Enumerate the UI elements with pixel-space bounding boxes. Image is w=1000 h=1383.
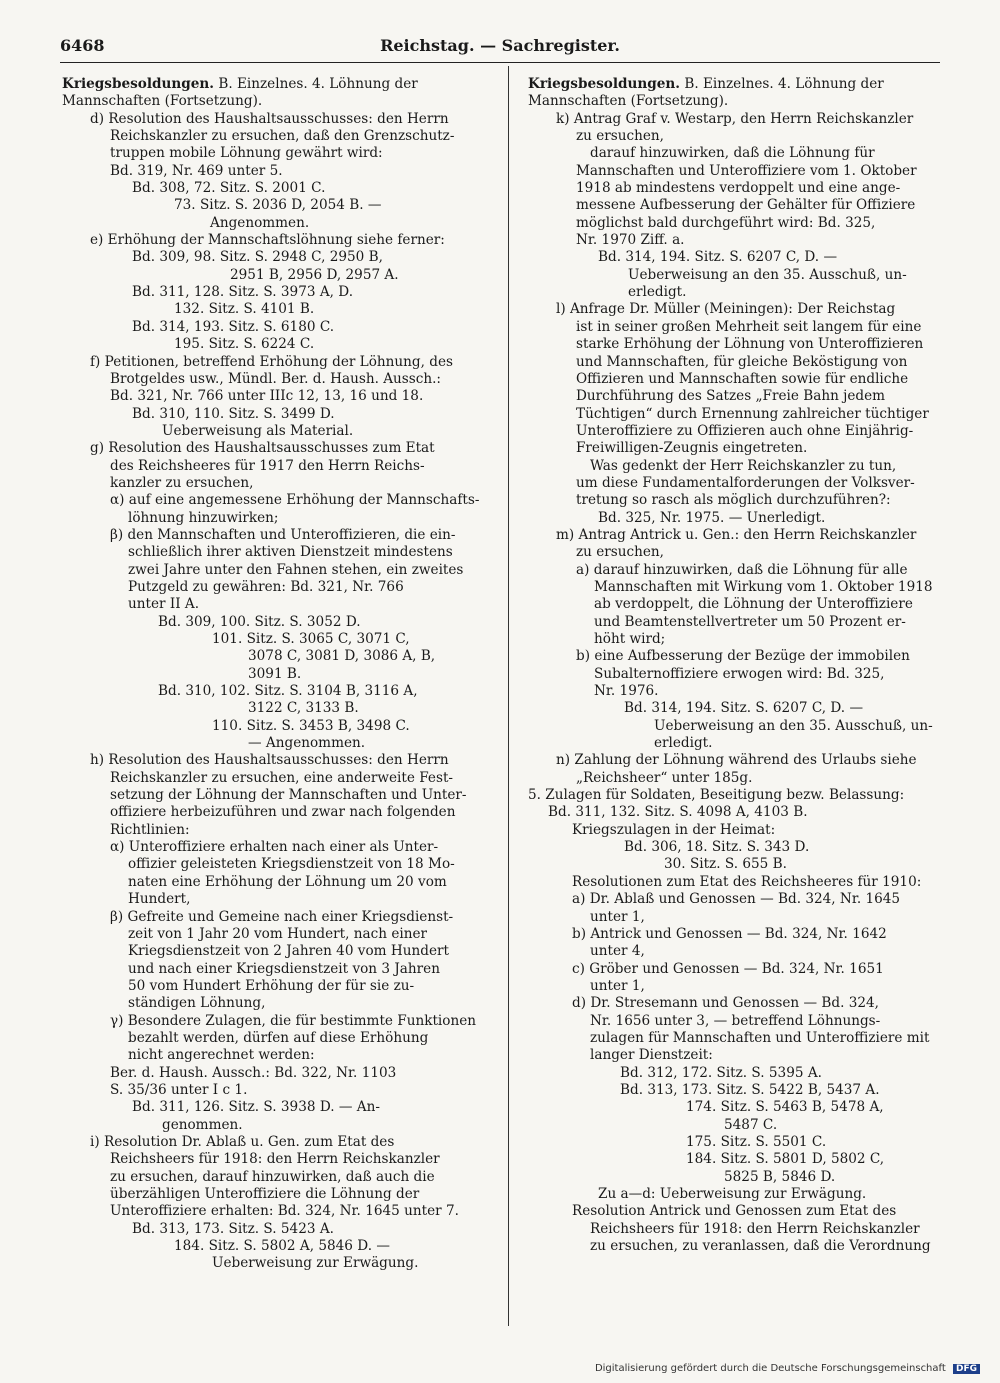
index-line — [62, 215, 494, 232]
index-line — [528, 1238, 940, 1255]
footer-credit-text: Digitalisierung gefördert durch die Deutsche Forschungsgemeinschaft — [594, 1363, 946, 1374]
index-line — [528, 562, 940, 579]
line-text: Bd. 310, 110. Sitz. S. 3499 D. — [132, 405, 335, 422]
line-text: c) Gröber und Genossen — Bd. 324, Nr. 1651 — [572, 960, 884, 977]
line-text: Reichsheers für 1918: den Herrn Reichskanzler — [590, 1220, 920, 1237]
index-line — [62, 1186, 494, 1203]
line-text: genommen. — [162, 1116, 243, 1133]
line-text: Mannschaften und Unteroffiziere vom 1. Oktober — [576, 162, 917, 179]
index-line — [62, 145, 494, 162]
index-line — [528, 440, 940, 457]
line-text: Bd. 311, 128. Sitz. S. 3973 A, D. — [132, 284, 354, 301]
index-line — [62, 510, 494, 527]
line-text: Reichskanzler zu ersuchen, eine anderweite Fest- — [110, 769, 454, 786]
index-line — [528, 735, 940, 752]
heading-keyword: Kriegsbesoldungen. — [528, 76, 681, 92]
index-line — [528, 388, 940, 405]
index-line — [528, 1030, 940, 1047]
line-text: 175. Sitz. S. 5501 C. — [686, 1133, 827, 1150]
line-text: Offizieren und Mannschaften sowie für endliche — [576, 370, 909, 387]
line-text: Bd. 314, 194. Sitz. S. 6207 C, D. — — [598, 249, 838, 266]
index-line — [528, 423, 940, 440]
index-line — [62, 1134, 494, 1151]
line-text: Resolutionen zum Etat des Reichsheeres für 1910: — [572, 873, 922, 890]
index-line — [528, 284, 940, 301]
index-line — [62, 1221, 494, 1238]
line-text: Bd. 325, Nr. 1975. — Unerledigt. — [598, 509, 826, 526]
index-line — [62, 804, 494, 821]
index-line — [62, 475, 494, 492]
section-heading — [528, 76, 940, 93]
index-line — [528, 249, 940, 266]
line-text: bezahlt werden, dürfen auf diese Erhöhung — [128, 1029, 429, 1046]
index-line — [528, 909, 940, 926]
line-text: des Reichsheeres für 1917 den Herrn Reichs- — [110, 457, 425, 474]
index-line — [62, 961, 494, 978]
line-text: naten eine Erhöhung der Löhnung um 20 vom — [128, 873, 447, 890]
line-text: Ueberweisung an den 35. Ausschuß, un- — [628, 266, 907, 283]
line-text: e) Erhöhung der Mannschaftslöhnung siehe ferner: — [90, 232, 445, 249]
index-line — [62, 232, 494, 249]
line-text: l) Anfrage Dr. Müller (Meiningen): Der Reichstag — [556, 301, 896, 318]
line-text: α) auf eine angemessene Erhöhung der Mannschafts- — [110, 492, 480, 509]
index-line — [62, 336, 494, 353]
index-line — [528, 943, 940, 960]
line-text: Unteroffiziere zu Offizieren auch ohne Einjährig- — [576, 422, 914, 439]
index-line — [62, 1082, 494, 1099]
index-line — [62, 718, 494, 735]
index-line — [528, 267, 940, 284]
index-line — [62, 301, 494, 318]
line-text: starke Erhöhung der Löhnung von Unteroffizieren — [576, 336, 924, 353]
line-text: zu ersuchen, zu veranlassen, daß die Verordnung — [590, 1238, 931, 1255]
line-text: 195. Sitz. S. 6224 C. — [174, 336, 315, 353]
line-text: ständigen Löhnung, — [128, 995, 266, 1012]
line-text: a) darauf hinzuwirken, daß die Löhnung für alle — [576, 561, 908, 578]
line-text: tretung so rasch als möglich durchzuführen?: — [576, 492, 891, 509]
index-line — [528, 163, 940, 180]
index-line — [62, 527, 494, 544]
right-column — [528, 76, 940, 1255]
line-text: Unteroffiziere erhalten: Bd. 324, Nr. 1645 unter 7. — [110, 1203, 459, 1220]
index-line — [528, 458, 940, 475]
line-text: 184. Sitz. S. 5802 A, 5846 D. — — [174, 1238, 390, 1255]
line-text: Bd. 319, Nr. 469 unter 5. — [110, 162, 283, 179]
line-text: zulagen für Mannschaften und Unteroffiziere mit — [590, 1029, 930, 1046]
index-line — [62, 995, 494, 1012]
index-line — [528, 336, 940, 353]
line-text: Mannschaften mit Wirkung vom 1. Oktober 1918 — [594, 578, 933, 595]
index-line — [62, 943, 494, 960]
index-line — [528, 631, 940, 648]
line-text: 3078 C, 3081 D, 3086 A, B, — [248, 648, 436, 665]
line-text: 110. Sitz. S. 3453 B, 3498 C. — [212, 717, 410, 734]
line-text: Bd. 311, 132. Sitz. S. 4098 A, 4103 B. — [548, 804, 808, 821]
index-line — [62, 1065, 494, 1082]
index-line — [62, 562, 494, 579]
line-text: Bd. 306, 18. Sitz. S. 343 D. — [624, 839, 810, 856]
index-line — [62, 1047, 494, 1064]
index-line — [528, 232, 940, 249]
line-text: Kriegsdienstzeit von 2 Jahren 40 vom Hundert — [128, 943, 449, 960]
index-line — [62, 596, 494, 613]
line-text: und Mannschaften, für gleiche Beköstigung von — [576, 353, 908, 370]
dfg-logo-icon: DFG — [953, 1364, 980, 1374]
index-line — [528, 822, 940, 839]
line-text: Reichskanzler zu ersuchen, daß den Grenzschutz- — [110, 128, 455, 145]
line-text: Nr. 1656 unter 3, — betreffend Löhnungs- — [590, 1012, 881, 1029]
index-line — [528, 839, 940, 856]
line-text: 5487 C. — [724, 1116, 778, 1133]
index-line — [62, 128, 494, 145]
index-line — [62, 1238, 494, 1255]
index-line — [528, 770, 940, 787]
index-line — [528, 93, 940, 110]
line-text: Bd. 309, 98. Sitz. S. 2948 C, 2950 B, — [132, 249, 383, 266]
index-line — [62, 1030, 494, 1047]
line-text: Was gedenkt der Herr Reichskanzler zu tun, — [590, 457, 897, 474]
index-line — [62, 180, 494, 197]
index-line — [62, 648, 494, 665]
index-line — [62, 1117, 494, 1134]
index-line — [528, 683, 940, 700]
line-text: unter 1, — [590, 908, 645, 925]
running-title: Reichstag. — Sachregister. — [380, 36, 620, 55]
line-text: Bd. 314, 193. Sitz. S. 6180 C. — [132, 318, 335, 335]
page-header — [60, 36, 940, 58]
line-text: möglichst bald durchgeführt wird: Bd. 325, — [576, 214, 876, 231]
line-text: und Beamtenstellvertreter um 50 Prozent er- — [594, 613, 906, 630]
left-column — [62, 76, 494, 1273]
index-line — [62, 111, 494, 128]
line-text: offiziere herbeizuführen und zwar nach folgenden — [110, 804, 456, 821]
index-line — [528, 648, 940, 665]
line-text: Angenommen. — [210, 214, 310, 231]
line-text: Nr. 1976. — [594, 683, 659, 700]
index-line — [528, 1047, 940, 1064]
line-text: 3091 B. — [248, 665, 302, 682]
index-line — [528, 856, 940, 873]
line-text: — Angenommen. — [248, 735, 366, 752]
line-text: g) Resolution des Haushaltsausschusses zum Etat — [90, 440, 435, 457]
line-text: Richtlinien: — [110, 821, 190, 838]
line-text: 73. Sitz. S. 2036 D, 2054 B. — — [174, 197, 382, 214]
line-text: 30. Sitz. S. 655 B. — [664, 856, 787, 873]
index-line — [528, 1065, 940, 1082]
line-text: unter 4, — [590, 943, 645, 960]
index-line — [62, 700, 494, 717]
index-line — [62, 406, 494, 423]
line-text: Ber. d. Haush. Aussch.: Bd. 322, Nr. 1103 — [110, 1064, 397, 1081]
index-line — [528, 180, 940, 197]
line-text: Subalternoffiziere erwogen wird: Bd. 325, — [594, 665, 885, 682]
index-line — [528, 1151, 940, 1168]
line-text: Bd. 313, 173. Sitz. S. 5423 A. — [132, 1220, 334, 1237]
line-text: zeit von 1 Jahr 20 vom Hundert, nach einer — [128, 925, 428, 942]
index-line — [528, 215, 940, 232]
index-line — [528, 406, 940, 423]
section-heading — [62, 76, 494, 93]
index-line — [62, 822, 494, 839]
index-line — [528, 492, 940, 509]
index-line — [62, 544, 494, 561]
index-line — [62, 163, 494, 180]
line-text: n) Zahlung der Löhnung während des Urlaubs siehe — [556, 752, 917, 769]
line-text: Bd. 312, 172. Sitz. S. 5395 A. — [620, 1064, 822, 1081]
line-text: h) Resolution des Haushaltsausschusses: den Herrn — [90, 752, 449, 769]
index-line — [528, 1186, 940, 1203]
line-text: Reichsheers für 1918: den Herrn Reichskanzler — [110, 1151, 440, 1168]
line-text: erledigt. — [654, 735, 713, 752]
header-rule — [60, 62, 940, 63]
line-text: unter 1, — [590, 977, 645, 994]
index-line — [62, 371, 494, 388]
line-text: ist in seiner großen Mehrheit seit langem für eine — [576, 318, 922, 335]
line-text: 5. Zulagen für Soldaten, Beseitigung bezw. Belassung: — [528, 787, 905, 804]
line-text: langer Dienstzeit: — [590, 1047, 713, 1064]
line-text: Bd. 314, 194. Sitz. S. 6207 C, D. — — [624, 700, 864, 717]
index-line — [62, 249, 494, 266]
line-text: β) Gefreite und Gemeine nach einer Kriegsdienst- — [110, 908, 454, 925]
line-text: Kriegszulagen in der Heimat: — [572, 821, 776, 838]
line-text: β) den Mannschaften und Unteroffizieren, die ein- — [110, 526, 456, 543]
index-line — [62, 874, 494, 891]
line-text: Mannschaften (Fortsetzung). — [62, 93, 263, 110]
line-text: 184. Sitz. S. 5801 D, 5802 C, — [686, 1151, 885, 1168]
line-text: zwei Jahre unter den Fahnen stehen, ein zweites — [128, 561, 464, 578]
index-line — [528, 197, 940, 214]
index-line — [528, 128, 940, 145]
line-text: a) Dr. Ablaß und Genossen — Bd. 324, Nr. 1645 — [572, 891, 901, 908]
index-line — [62, 787, 494, 804]
index-line — [528, 319, 940, 336]
index-line — [62, 267, 494, 284]
line-text: setzung der Löhnung der Mannschaften und Unter- — [110, 787, 467, 804]
line-text: i) Resolution Dr. Ablaß u. Gen. zum Etat des — [90, 1133, 395, 1150]
index-line — [62, 631, 494, 648]
index-line — [62, 440, 494, 457]
index-line — [528, 614, 940, 631]
line-text: erledigt. — [628, 284, 687, 301]
index-line — [62, 666, 494, 683]
line-text: truppen mobile Löhnung gewährt wird: — [110, 145, 383, 162]
line-text: Durchführung des Satzes „Freie Bahn jedem — [576, 388, 886, 405]
line-text: 174. Sitz. S. 5463 B, 5478 A, — [686, 1099, 884, 1116]
index-line — [62, 354, 494, 371]
line-text: Zu a—d: Ueberweisung zur Erwägung. — [598, 1186, 867, 1202]
index-line — [528, 995, 940, 1012]
index-line — [528, 718, 940, 735]
line-text: d) Resolution des Haushaltsausschusses: den Herrn — [90, 110, 449, 127]
index-line — [528, 579, 940, 596]
index-line — [62, 614, 494, 631]
index-line — [62, 197, 494, 214]
line-text: 101. Sitz. S. 3065 C, 3071 C, — [212, 631, 410, 647]
index-line — [62, 1151, 494, 1168]
index-line — [62, 423, 494, 440]
line-text: zu ersuchen, — [576, 128, 665, 145]
line-text: 3122 C, 3133 B. — [248, 700, 359, 717]
line-text: kanzler zu ersuchen, — [110, 474, 254, 491]
index-line — [62, 1203, 494, 1220]
line-text: darauf hinzuwirken, daß die Löhnung für — [590, 145, 875, 162]
line-text: unter II A. — [128, 596, 200, 613]
line-text: Bd. 308, 72. Sitz. S. 2001 C. — [132, 180, 326, 197]
index-line — [62, 891, 494, 908]
line-text: B. Einzelnes. 4. Löhnung der — [680, 76, 884, 92]
index-line — [62, 770, 494, 787]
line-text: d) Dr. Stresemann und Genossen — Bd. 324, — [572, 995, 880, 1012]
index-line — [528, 1099, 940, 1116]
line-text: Resolution Antrick und Genossen zum Etat des — [572, 1203, 897, 1220]
index-line — [62, 926, 494, 943]
line-text: Bd. 309, 100. Sitz. S. 3052 D. — [158, 613, 361, 630]
index-line — [528, 301, 940, 318]
line-text: B. Einzelnes. 4. Löhnung der — [214, 76, 418, 92]
line-text: und nach einer Kriegsdienstzeit von 3 Jahren — [128, 960, 440, 977]
line-text: 5825 B, 5846 D. — [724, 1168, 836, 1185]
index-line — [528, 145, 940, 162]
page-number: 6468 — [60, 36, 105, 55]
line-text: Ueberweisung als Material. — [162, 422, 354, 439]
line-text: Ueberweisung an den 35. Ausschuß, un- — [654, 717, 933, 734]
index-line — [528, 700, 940, 717]
index-line — [528, 787, 940, 804]
line-text: ab verdoppelt, die Löhnung der Unteroffiziere — [594, 596, 913, 613]
line-text: b) Antrick und Genossen — Bd. 324, Nr. 1642 — [572, 925, 887, 942]
line-text: Bd. 310, 102. Sitz. S. 3104 B, 3116 A, — [158, 683, 418, 700]
index-line — [528, 978, 940, 995]
index-line — [528, 596, 940, 613]
line-text: Brotgeldes usw., Mündl. Ber. d. Haush. Aussch.: — [110, 370, 442, 387]
line-text: Mannschaften (Fortsetzung). — [528, 93, 729, 110]
line-text: Ueberweisung zur Erwägung. — [212, 1255, 419, 1272]
index-line — [62, 458, 494, 475]
line-text: 2951 B, 2956 D, 2957 A. — [230, 266, 399, 283]
index-line — [62, 978, 494, 995]
index-line — [62, 735, 494, 752]
line-text: um diese Fundamentalforderungen der Volksver- — [576, 474, 915, 491]
line-text: 50 vom Hundert Erhöhung der für sie zu- — [128, 977, 415, 994]
index-line — [528, 961, 940, 978]
index-line — [528, 1013, 940, 1030]
line-text: k) Antrag Graf v. Westarp, den Herrn Reichskanzler — [556, 110, 914, 127]
index-line — [62, 492, 494, 509]
index-line — [62, 839, 494, 856]
index-line — [528, 371, 940, 388]
index-line — [528, 354, 940, 371]
line-text: Bd. 313, 173. Sitz. S. 5422 B, 5437 A. — [620, 1081, 880, 1098]
heading-keyword: Kriegsbesoldungen. — [62, 76, 215, 92]
line-text: zu ersuchen, darauf hinzuwirken, daß auch die — [110, 1168, 435, 1185]
line-text: offizier geleisteten Kriegsdienstzeit von 18 Mo- — [128, 856, 455, 873]
line-text: Tüchtigen“ durch Ernennung zahlreicher tüchtiger — [576, 405, 929, 422]
index-line — [528, 874, 940, 891]
index-line — [528, 1203, 940, 1220]
line-text: Freiwilligen-Zeugnis eingetreten. — [576, 440, 808, 457]
line-text: Bd. 321, Nr. 766 unter IIIc 12, 13, 16 und 18. — [110, 388, 424, 405]
line-text: m) Antrag Antrick u. Gen.: den Herrn Reichskanzler — [556, 526, 917, 543]
line-text: schließlich ihrer aktiven Dienstzeit mindestens — [128, 544, 453, 561]
index-line — [528, 752, 940, 769]
line-text: α) Unteroffiziere erhalten nach einer als Unter- — [110, 839, 439, 856]
line-text: b) eine Aufbesserung der Bezüge der immobilen — [576, 648, 910, 665]
line-text: 132. Sitz. S. 4101 B. — [174, 301, 315, 318]
line-text: Bd. 311, 126. Sitz. S. 3938 D. — An- — [132, 1099, 380, 1116]
line-text: Nr. 1970 Ziff. a. — [576, 232, 685, 249]
index-line — [62, 856, 494, 873]
index-line — [528, 1082, 940, 1099]
line-text: Hundert, — [128, 891, 191, 908]
index-line — [528, 666, 940, 683]
index-line — [62, 93, 494, 110]
line-text: überzähligen Unteroffiziere die Löhnung der — [110, 1186, 420, 1202]
index-line — [528, 891, 940, 908]
index-line — [62, 1169, 494, 1186]
line-text: f) Petitionen, betreffend Erhöhung der Löhnung, des — [90, 353, 453, 370]
line-text: zu ersuchen, — [576, 544, 665, 561]
index-line — [62, 683, 494, 700]
index-line — [62, 1255, 494, 1272]
index-line — [528, 926, 940, 943]
index-line — [528, 1134, 940, 1151]
index-line — [62, 1099, 494, 1116]
column-divider — [508, 66, 509, 1326]
line-text: „Reichsheer“ unter 185g. — [576, 769, 753, 786]
index-line — [62, 388, 494, 405]
line-text: nicht angerechnet werden: — [128, 1047, 315, 1064]
index-line — [62, 909, 494, 926]
index-line — [528, 1169, 940, 1186]
index-line — [528, 111, 940, 128]
line-text: 1918 ab mindestens verdoppelt und eine ange- — [576, 180, 901, 197]
index-line — [528, 1117, 940, 1134]
line-text: γ) Besondere Zulagen, die für bestimmte Funktionen — [110, 1012, 476, 1029]
line-text: höht wird; — [594, 631, 666, 647]
line-text: Putzgeld zu gewähren: Bd. 321, Nr. 766 — [128, 578, 404, 595]
line-text: löhnung hinzuwirken; — [128, 509, 279, 526]
index-line — [62, 319, 494, 336]
index-line — [62, 752, 494, 769]
index-line — [528, 1221, 940, 1238]
index-line — [62, 579, 494, 596]
line-text: messene Aufbesserung der Gehälter für Offiziere — [576, 197, 916, 214]
line-text: S. 35/36 unter I c 1. — [110, 1081, 248, 1098]
index-line — [62, 1013, 494, 1030]
index-line — [528, 510, 940, 527]
index-line — [62, 284, 494, 301]
index-line — [528, 804, 940, 821]
index-line — [528, 527, 940, 544]
index-line — [528, 475, 940, 492]
footer-credit — [595, 1363, 980, 1374]
index-line — [528, 544, 940, 561]
